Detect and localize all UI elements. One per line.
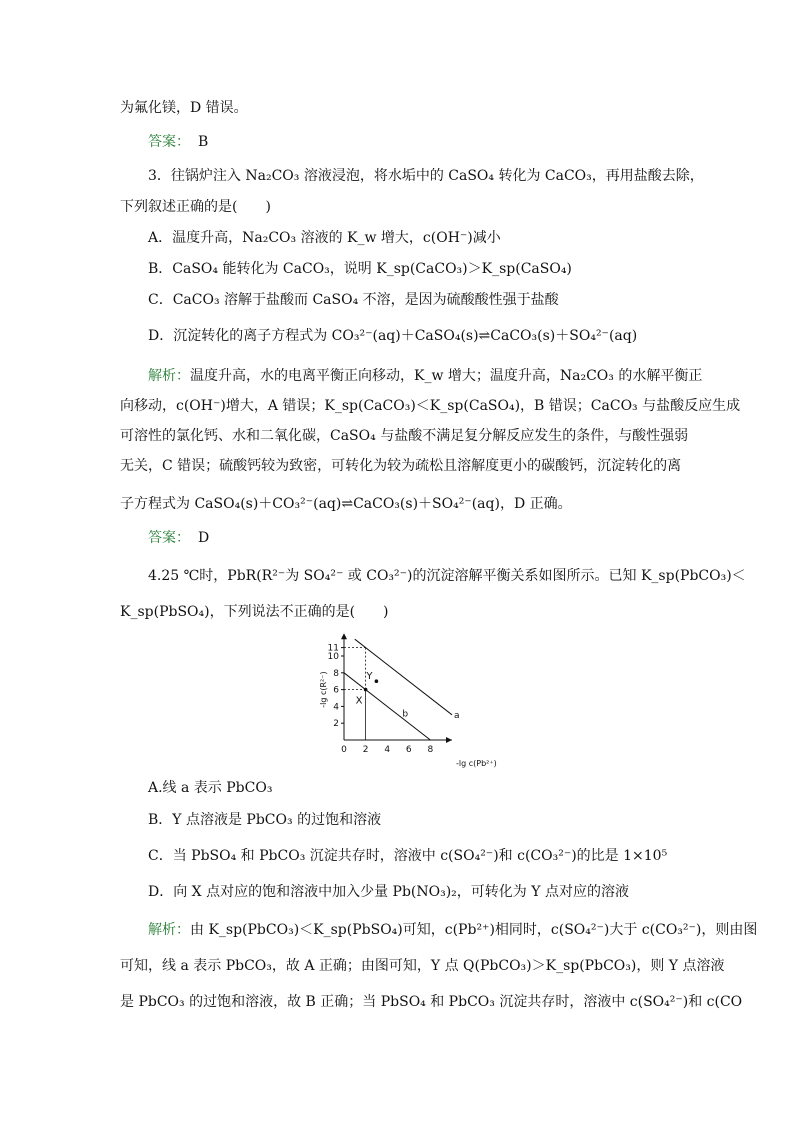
option-c: C．CaCO₃ 溶解于盐酸而 CaSO₄ 不溶，是因为硫酸酸性强于盐酸 — [148, 292, 559, 308]
option-b: B．CaSO₄ 能转化为 CaCO₃，说明 K_sp(CaCO₃)＞K_sp(CaSO₄) — [148, 261, 572, 277]
answer-line — [148, 528, 209, 548]
answer-label: 答案： — [148, 134, 190, 150]
analysis-text: 由 K_sp(PbCO₃)＜K_sp(PbSO₄)可知，c(Pb²⁺)相同时，c(SO₄²⁻)大于 c(CO₃²⁻)，则由图 — [190, 922, 758, 938]
y-axis-label: -lg c(R²⁻) — [319, 671, 328, 708]
point-Y — [375, 679, 379, 683]
analysis-line: 子方程式为 CaSO₄(s)＋CO₃²⁻(aq)⇌CaCO₃(s)＋SO₄²⁻(aq)，D 正确。 — [120, 496, 572, 512]
analysis-line: 是 PbCO₃ 的过饱和溶液，故 B 正确；当 PbSO₄ 和 PbCO₃ 沉淀共存时，溶液中 c(SO₄²⁻)和 c(CO — [120, 994, 743, 1010]
option-d: D．向 X 点对应的饱和溶液中加入少量 Pb(NO₃)₂，可转化为 Y 点对应的溶液 — [148, 884, 629, 900]
y-tick-label: 4 — [333, 702, 339, 713]
analysis-line: 无关，C 错误；硫酸钙较为致密，可转化为较为疏松且溶解度更小的碳酸钙，沉淀转化的离 — [120, 458, 682, 474]
analysis-line — [148, 920, 757, 940]
point-label-x: X — [355, 695, 363, 707]
point-label-y: Y — [366, 671, 373, 683]
analysis-line — [148, 366, 702, 386]
text-line: 为氟化镁，D 错误。 — [120, 100, 248, 116]
question-4-stem: 4.25 ℃时，PbR(R²⁻为 SO₄²⁻ 或 CO₃²⁻)的沉淀溶解平衡关系如图所示。已知 K_sp(PbCO₃)＜ — [148, 568, 746, 584]
chart — [318, 632, 518, 772]
question-4-stem-cont: K_sp(PbSO₄)，下列说法不正确的是( ) — [120, 604, 389, 620]
question-3-stem: 3．往锅炉注入 Na₂CO₃ 溶液浸泡，将水垢中的 CaSO₄ 转化为 CaCO₃，再用盐酸去除， — [148, 168, 704, 184]
analysis-line: 可知，线 a 表示 PbCO₃，故 A 正确；由图可知，Y 点 Q(PbCO₃)＞K_sp(PbCO₃)，则 Y 点溶液 — [120, 958, 725, 974]
x-tick-label: 4 — [384, 745, 391, 755]
analysis-label: 解析： — [148, 922, 190, 938]
series-label-a: a — [454, 710, 460, 721]
x-tick-label: 2 — [362, 745, 369, 755]
y-tick-label: 10 — [327, 652, 339, 662]
option-a: A.线 a 表示 PbCO₃ — [148, 780, 273, 796]
analysis-line: 向移动，c(OH⁻)增大，A 错误；K_sp(CaCO₃)＜K_sp(CaSO₄)，B 错误；CaCO₃ 与盐酸反应生成 — [120, 398, 741, 414]
option-c: C．当 PbSO₄ 和 PbCO₃ 沉淀共存时，溶液中 c(SO₄²⁻)和 c(CO₃²⁻)的比是 1×10⁵ — [148, 848, 668, 864]
series-label-b: b — [402, 709, 409, 720]
answer-value: D — [198, 530, 210, 546]
question-3-stem-cont: 下列叙述正确的是( ) — [120, 199, 271, 215]
point-X — [364, 688, 368, 692]
answer-line — [148, 132, 208, 152]
y-tick-label: 11 — [327, 643, 339, 654]
analysis-line: 可溶性的氯化钙、水和二氧化碳，CaSO₄ 与盐酸不满足复分解反应发生的条件，与酸性强弱 — [120, 428, 689, 444]
y-tick-label: 2 — [333, 719, 339, 730]
x-tick-label: 8 — [427, 745, 434, 755]
y-tick-label: 8 — [333, 668, 339, 679]
answer-value: B — [198, 134, 209, 150]
analysis-text: 温度升高，水的电离平衡正向移动，K_w 增大；温度升高，Na₂CO₃ 的水解平衡正 — [190, 368, 703, 384]
option-a: A．温度升高，Na₂CO₃ 溶液的 K_w 增大，c(OH⁻)减小 — [148, 230, 501, 246]
x-tick-label: 6 — [405, 745, 412, 755]
analysis-label: 解析： — [148, 368, 190, 384]
option-b: B．Y 点溶液是 PbCO₃ 的过饱和溶液 — [148, 812, 382, 828]
answer-label: 答案： — [148, 530, 190, 546]
x-tick-label: 0 — [341, 745, 347, 755]
option-d: D．沉淀转化的离子方程式为 CO₃²⁻(aq)＋CaSO₄(s)⇌CaCO₃(s)＋SO₄²⁻(aq) — [148, 328, 638, 344]
y-axis-arrow — [341, 633, 347, 639]
x-axis-label: -lg c(Pb²⁺) — [456, 759, 497, 768]
y-tick-label: 6 — [333, 685, 339, 696]
x-axis-arrow — [446, 737, 452, 743]
